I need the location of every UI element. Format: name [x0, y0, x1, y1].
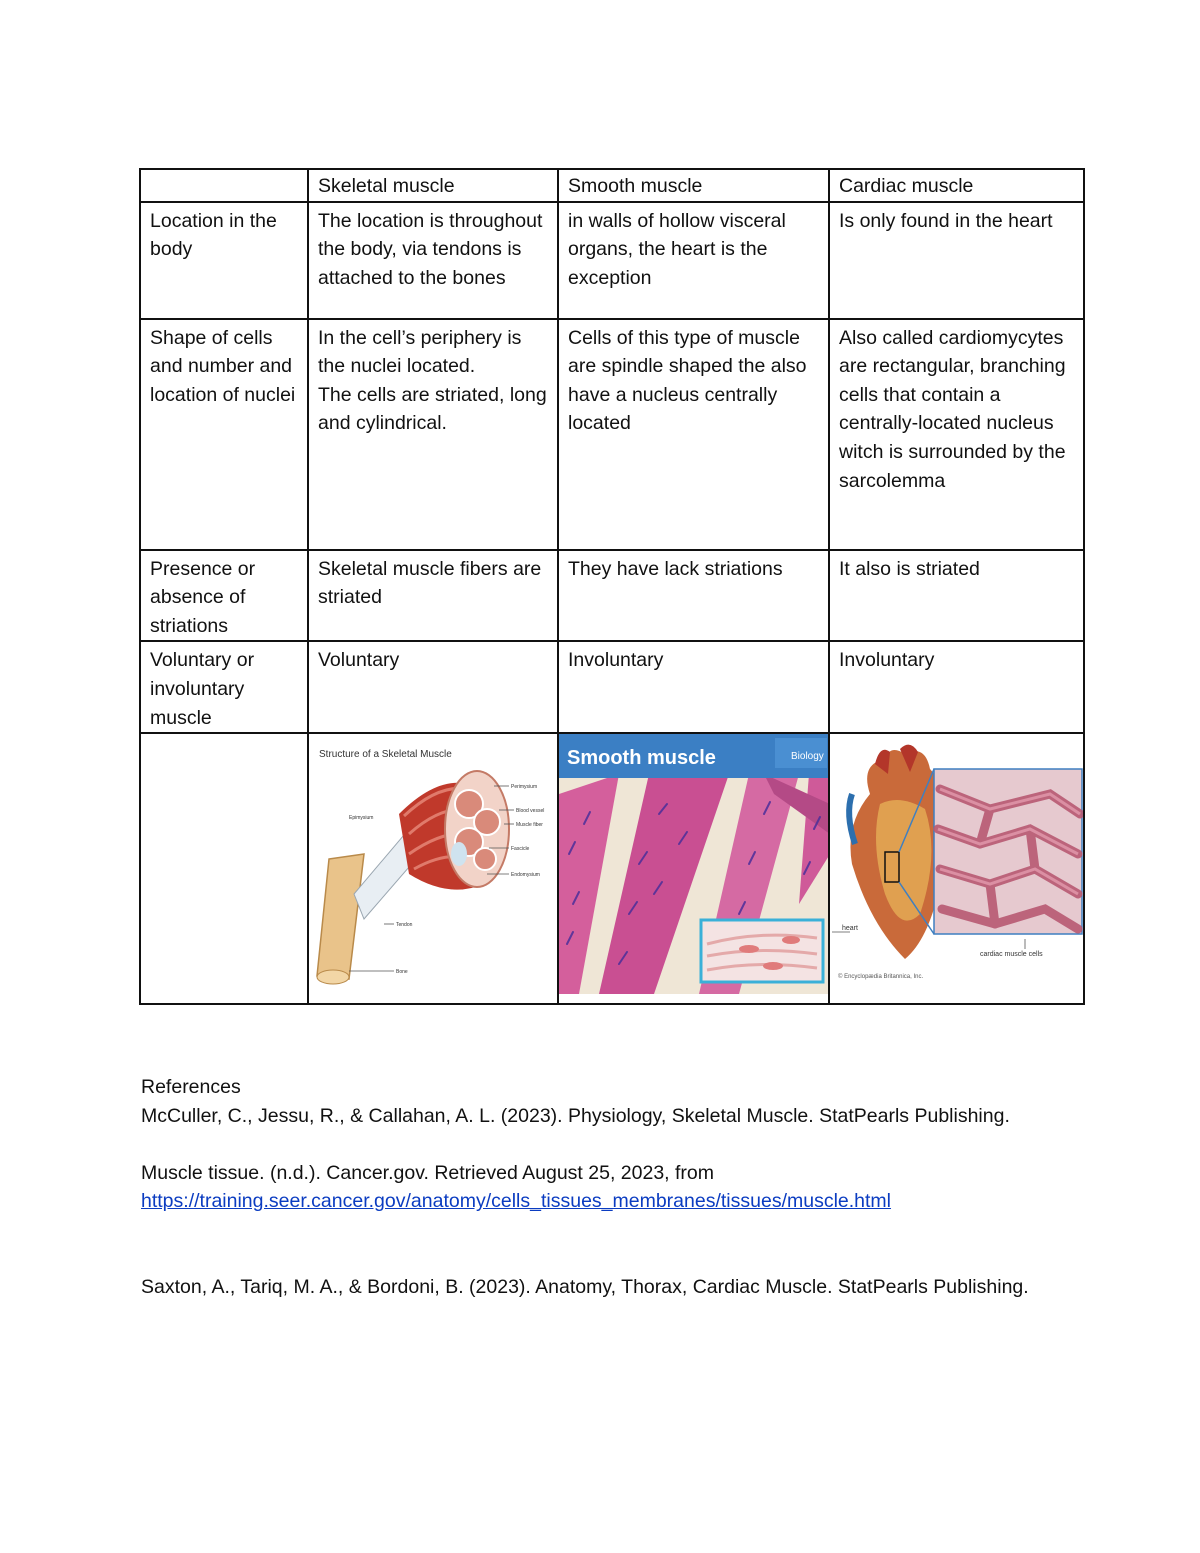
- skeletal-label-epimysium: Epimysium: [349, 815, 374, 822]
- table-header-row: [140, 169, 1084, 202]
- cell-cardiac-location: Is only found in the heart: [829, 202, 1084, 319]
- skeletal-label-blood-vessel: Blood vessel: [516, 808, 545, 815]
- cell-smooth-location: in walls of hollow visceral organs, the heart is the exception: [558, 202, 829, 319]
- table-row: [140, 550, 1084, 642]
- reference-2-text: Muscle tissue. (n.d.). Cancer.gov. Retrieved August 25, 2023, from: [141, 1161, 715, 1184]
- cell-skeletal-voluntary: Voluntary: [308, 641, 558, 733]
- smooth-muscle-image-cell: [558, 733, 829, 1004]
- muscle-comparison-table: [139, 168, 1085, 1005]
- smooth-image-badge: Biology: [791, 751, 824, 763]
- skeletal-label-endomysium: Endomysium: [511, 872, 540, 879]
- table-row: [140, 641, 1084, 733]
- cell-skeletal-location: The location is throughout the body, via tendons is attached to the bones: [308, 202, 558, 319]
- cell-smooth-striations: They have lack striations: [558, 550, 829, 642]
- header-cell-cardiac: Cardiac muscle: [829, 169, 1084, 202]
- cardiac-muscle-image-cell: [829, 733, 1084, 1004]
- empty-image-label-cell: [140, 733, 308, 1004]
- reference-2: [141, 1159, 1041, 1216]
- row-label-shape: Shape of cells and number and location of nuclei: [140, 319, 308, 550]
- row-label-voluntary: Voluntary or involuntary muscle: [140, 641, 308, 733]
- skeletal-label-bone: Bone: [396, 969, 408, 976]
- cell-smooth-shape: Cells of this type of muscle are spindle shaped the also have a nucleus centrally located: [558, 319, 829, 550]
- smooth-muscle-micrograph: [559, 734, 829, 994]
- header-cell-skeletal: Skeletal muscle: [308, 169, 558, 202]
- cell-skeletal-shape: [308, 319, 558, 550]
- cardiac-label-heart: heart: [842, 925, 858, 933]
- row-label-location: Location in the body: [140, 202, 308, 319]
- cell-cardiac-shape: Also called cardiomycytes are rectangular, branching cells that contain a centrally-located nucleus witch is surrounded by the sarcolemma: [829, 319, 1084, 550]
- skeletal-muscle-image-cell: [308, 733, 558, 1004]
- table-row: [140, 202, 1084, 319]
- header-cell-smooth: Smooth muscle: [558, 169, 829, 202]
- cardiac-muscle-illustration: [830, 734, 1084, 994]
- skeletal-label-perimysium: Perimysium: [511, 784, 538, 791]
- reference-2-link[interactable]: https://training.seer.cancer.gov/anatomy/cells_tissues_membranes/tissues/muscle.html: [141, 1190, 892, 1213]
- table-row-images: [140, 733, 1084, 1004]
- cell-smooth-voluntary: Involuntary: [558, 641, 829, 733]
- skeletal-muscle-illustration: [309, 734, 558, 994]
- cell-skeletal-striations: Skeletal muscle fibers are striated: [308, 550, 558, 642]
- cell-skeletal-shape-line2: The cells are striated, long and cylindrical.: [318, 383, 547, 435]
- skeletal-label-fascicle: Fascicle: [511, 846, 530, 853]
- smooth-image-title: Smooth muscle: [567, 747, 716, 770]
- skeletal-label-tendon: Tendon: [396, 922, 413, 929]
- cell-skeletal-shape-line1: In the cell’s periphery is the nuclei located.: [318, 326, 522, 378]
- reference-3: Saxton, A., Tariq, M. A., & Bordoni, B. (2023). Anatomy, Thorax, Cardiac Muscle. StatPearls Publishing.: [141, 1275, 1029, 1298]
- references-section: [141, 1073, 1041, 1302]
- table-row: [140, 319, 1084, 550]
- row-label-striations: Presence or absence of striations: [140, 550, 308, 642]
- cell-cardiac-voluntary: Involuntary: [829, 641, 1084, 733]
- references-heading: References: [141, 1076, 241, 1098]
- cardiac-label-cells: cardiac muscle cells: [980, 951, 1043, 959]
- skeletal-image-title: Structure of a Skeletal Muscle: [319, 749, 452, 761]
- cardiac-credit: © Encyclopædia Britannica, Inc.: [838, 974, 924, 981]
- cell-cardiac-striations: It also is striated: [829, 550, 1084, 642]
- header-cell-empty: [140, 169, 308, 202]
- skeletal-label-muscle-fiber: Muscle fiber: [516, 822, 543, 829]
- reference-1: McCuller, C., Jessu, R., & Callahan, A. L. (2023). Physiology, Skeletal Muscle. StatPearls Publishing.: [141, 1104, 1010, 1127]
